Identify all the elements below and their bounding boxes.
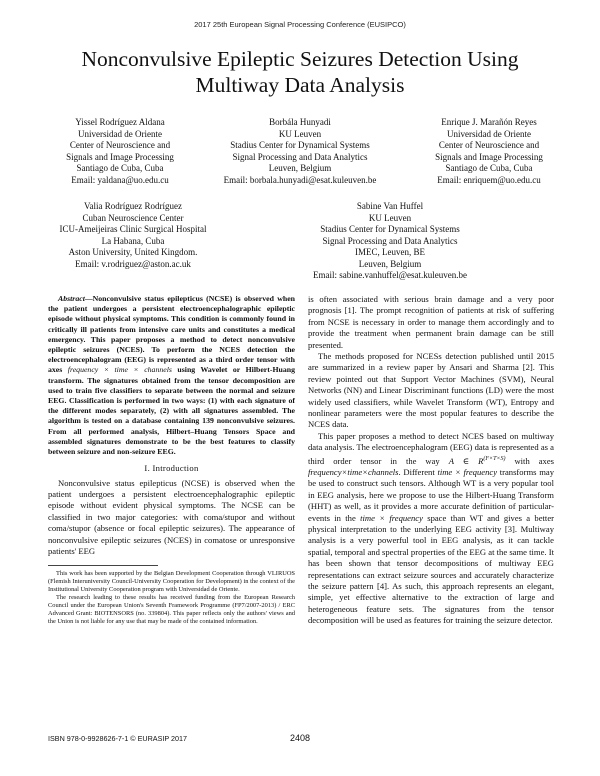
left-column bbox=[48, 294, 295, 626]
abstract-label: Abstract bbox=[58, 294, 85, 303]
author-1 bbox=[40, 117, 200, 186]
math-span: A ∈ R bbox=[448, 455, 484, 466]
author-name: Valia Rodríguez Rodríguez bbox=[84, 201, 182, 211]
paper-title bbox=[40, 46, 560, 98]
author-affiliation: Signals and Image Processing bbox=[66, 151, 174, 162]
author-affiliation: Leuven, Belgium bbox=[268, 163, 332, 173]
author-affiliation: Center of Neuroscience and bbox=[438, 140, 540, 150]
text-span: transforms may be used to construct such tensors. Although WT is a very popular tool in EEG analysis, here we propose to use the Hilbert-Huang Transform (HHT) as well, as it provides a more accurate definition of particular-events in the bbox=[308, 466, 554, 523]
text-span: space than WT and gives a better physical interpretation to the underlying EEG activity [3]. Multiway analysis is a very powerful tool in EEG analysis, as it can tackle spatial, temporal and spectral properties of the EEG at the same time. It has been shown that tensor decompositions of multiway EEG representations can extract seizure sources and accurately characterize the seizure pattern [4]. As such, this approach represents an elegant, simple, yet effective alternative to the extraction of large and heterogeneous feature sets. The signatures from the tensor decomposition will be used as features for training the seizure detector. bbox=[308, 512, 554, 626]
right-column bbox=[308, 294, 554, 627]
author-affiliation: KU Leuven bbox=[368, 212, 412, 223]
abstract-text: using Wavelet or Hilbert-Huang transform. The signatures obtained from the tensor decomposition are used to train five classifiers to separate between the normal and seizure EEG. Classification is performed in two ways: (1) with each signature of the different modes separately, (2) with all signatures assembled. The algorithm is tested on a database containing 139 nonconvulsive seizures. From all performed analysis, Hilbert–Huang Tensors Space and assembled signatures demonstrate to be the best features to classify between seizure and non-seizure EEG. bbox=[48, 365, 295, 457]
author-email: Email: enriquem@uo.edu.cu bbox=[437, 174, 541, 185]
author-email: Email: sabine.vanhuffel@esat.kuleuven.be bbox=[312, 270, 468, 280]
author-name: Borbála Hunyadi bbox=[269, 117, 331, 127]
title-line-1: Nonconvulsive Epileptic Seizures Detection Using bbox=[81, 47, 519, 71]
text-span: with axes bbox=[505, 455, 554, 466]
author-affiliation: La Habana, Cuba bbox=[101, 235, 165, 246]
author-affiliation: Stadius Center for Dynamical Systems bbox=[320, 224, 460, 234]
author-affiliation: Santiago de Cuba, Cuba bbox=[445, 163, 533, 173]
footnote: The research leading to these results has received funding from the European Research Council under the European Union's Seventh Framework Programme (FP7/2007-2013) / ERC Advanced Grant: BIOTENSORS (no. 339804). This paper reflects only the authors' views and the Union is not liable for any use that may be made of the contained information. bbox=[48, 593, 295, 626]
author-affiliation: Aston University, United Kingdom. bbox=[68, 247, 198, 257]
author-affiliation: Signals and Image Processing bbox=[435, 151, 543, 162]
abstract bbox=[48, 294, 295, 457]
author-affiliation: KU Leuven bbox=[278, 128, 322, 139]
footnote: This work has been supported by the Belgian Development Cooperation through VLIRUOS (Flemish Interuniversity Council-University Cooperation for Development) in the context of the Institutional University Cooperation program with Universidad de Oriente. bbox=[48, 569, 295, 593]
isbn-footer: ISBN 978-0-9928626-7-1 © EURASIP 2017 bbox=[48, 734, 188, 743]
conference-header: 2017 25th European Signal Processing Conference (EUSIPCO) bbox=[194, 20, 406, 29]
body-paragraph bbox=[308, 431, 554, 627]
author-affiliation: Signal Processing and Data Analytics bbox=[232, 151, 368, 162]
author-email: Email: v.rodriguez@aston.ac.uk bbox=[75, 258, 191, 269]
author-email: Email: borbala.hunyadi@esat.kuleuven.be bbox=[223, 174, 377, 185]
intro-paragraph: Nonconvulsive status epilepticus (NCSE) is observed when the patient undergoes a persistent electroencephalographic epileptic episode without evident physical symptoms. The NCSE can be classified in two major categories: with coma/stupor and without coma/stupor (absence or focal epileptic seizures). The appearance of nonconvulsive epileptic seizures (NCES) in comatose or unresponsive patients' EEG bbox=[48, 477, 295, 557]
author-email: Email: yaldana@uo.edu.cu bbox=[71, 174, 169, 185]
author-5 bbox=[290, 201, 490, 282]
author-affiliation: Universidad de Oriente bbox=[78, 128, 162, 139]
body-paragraph: is often associated with serious brain damage and a very poor prognosis [1]. The prompt recognition of patients at risk of suffering from NCSE is necessary in order to manage them accordingly and to provide the treatment when permanent brain damage can be still presented. bbox=[308, 294, 554, 350]
footnotes bbox=[48, 570, 295, 627]
text-span: . Different bbox=[398, 466, 438, 477]
page-number: 2408 bbox=[289, 733, 311, 743]
author-affiliation: Santiago de Cuba, Cuba bbox=[76, 163, 164, 173]
abstract-math: frequency × time × channels bbox=[67, 365, 172, 375]
author-affiliation: IMEC, Leuven, BE bbox=[355, 247, 425, 257]
author-affiliation: Universidad de Oriente bbox=[447, 128, 531, 139]
author-name: Sabine Van Huffel bbox=[356, 201, 424, 211]
author-name: Yissel Rodríguez Aldana bbox=[75, 117, 165, 127]
author-affiliation: Stadius Center for Dynamical Systems bbox=[230, 140, 370, 150]
text-span: This paper proposes a method to detect NCES based on multiway data analysis. The electroencephalogram (EEG) data is represented as a third order tensor in the way bbox=[308, 430, 554, 466]
author-affiliation: ICU-Ameijeiras Clinic Surgical Hospital bbox=[59, 224, 207, 234]
body-paragraph: The methods proposed for NCESs detection published until 2015 are summarized in a review paper by Ansari and Sharma [2]. This review pointed out that Support Vector Machines (SVM), Neural Networks (NN) and Linear Discriminant functions (LD) were the most widely used classifiers, while Wavelet Transform (WT), Entropy and nonlinear parameters were the most popular features to describe the NCES data. bbox=[308, 351, 554, 430]
math-span: time × frequency bbox=[360, 512, 423, 523]
author-4 bbox=[28, 201, 238, 270]
author-affiliation: Cuban Neuroscience Center bbox=[82, 212, 184, 223]
author-name: Enrique J. Marañón Reyes bbox=[441, 117, 537, 127]
math-span: frequency×time×channels bbox=[308, 466, 399, 477]
author-3 bbox=[410, 117, 568, 186]
footnote-divider bbox=[48, 565, 158, 566]
title-line-2: Multiway Data Analysis bbox=[195, 73, 405, 97]
author-affiliation: Signal Processing and Data Analytics bbox=[322, 235, 458, 246]
author-2 bbox=[210, 117, 390, 186]
math-sup: (F×T×S) bbox=[483, 455, 506, 462]
math-span: time × frequency bbox=[437, 466, 498, 477]
section-heading: I. Introduction bbox=[144, 463, 199, 474]
author-affiliation: Leuven, Belgium bbox=[358, 258, 422, 269]
author-affiliation: Center of Neuroscience and bbox=[69, 140, 171, 150]
abstract-text: —Nonconvulsive status epilepticus (NCSE) is observed when the patient undergoes a persistent electroencephalographic epileptic episode without physical symptoms. This condition is commonly found in critically ill patients from intensive care units and constitutes a medical emergency. This paper proposes a method to detect nonconvulsive epileptic seizures (NCES). To perform the NCES detection the electroencephalogram (EEG) is represented as a third order tensor with axes bbox=[48, 294, 295, 375]
